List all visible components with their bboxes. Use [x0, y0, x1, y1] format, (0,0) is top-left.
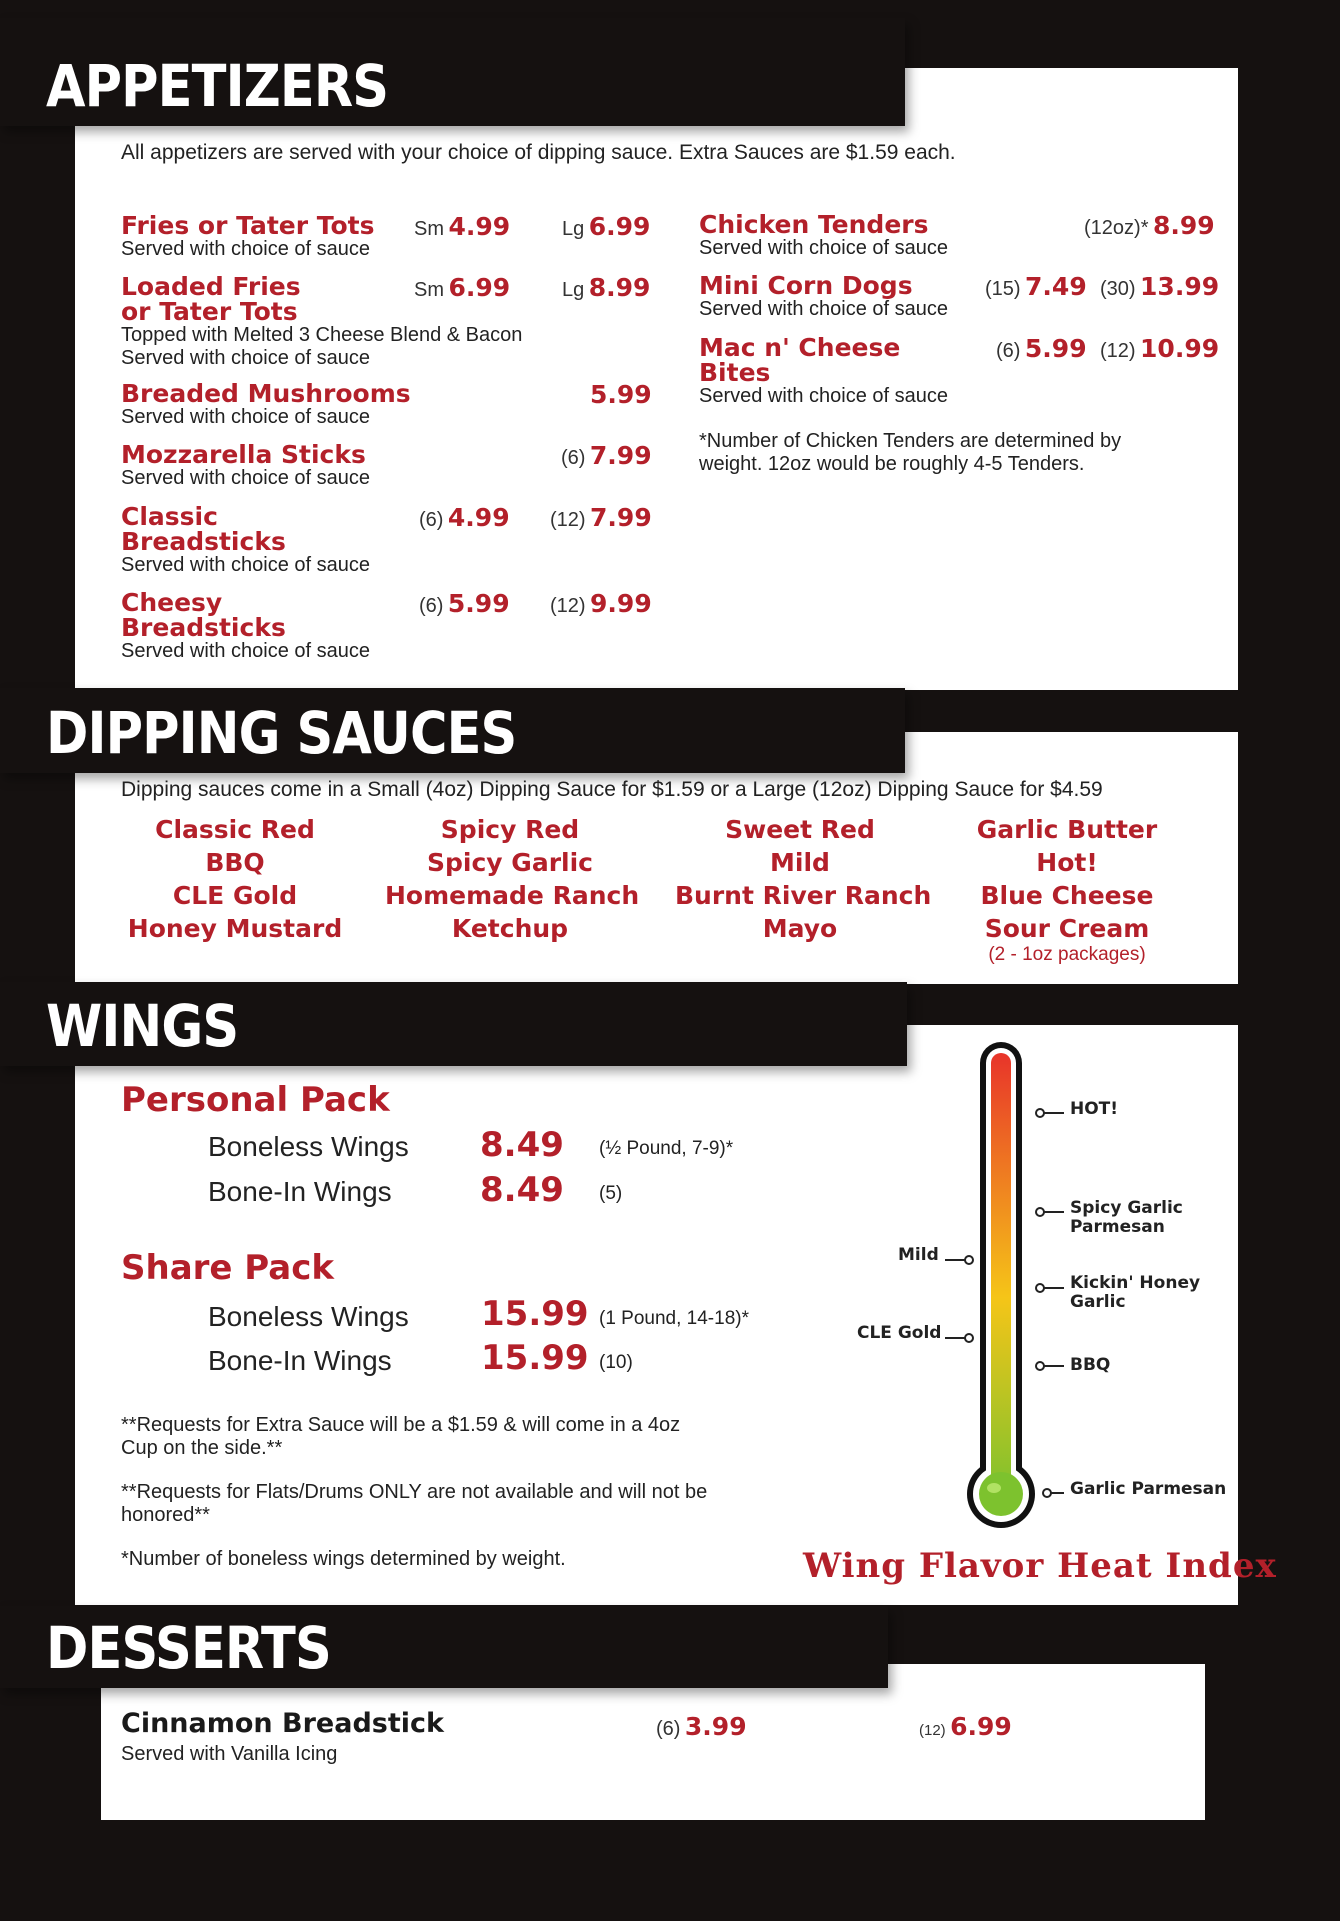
- dessert-name: Cinnamon Breadstick: [121, 1708, 444, 1739]
- price: (6) 7.99: [561, 441, 652, 470]
- wing-item-note: (1 Pound, 14-18)*: [599, 1308, 749, 1329]
- wings-banner: [0, 982, 907, 1066]
- heat-label-spicy-garlic-parmesan: Spicy Garlic Parmesan: [1070, 1198, 1183, 1237]
- heat-label-hot: HOT!: [1070, 1099, 1119, 1119]
- heat-label-garlic-parmesan: Garlic Parmesan: [1070, 1479, 1227, 1499]
- wing-item-price: 8.49: [480, 1170, 564, 1210]
- wing-item-price: 15.99: [481, 1294, 589, 1334]
- sauces-banner: [0, 688, 905, 773]
- wings-note-boneless: *Number of boneless wings determined by weight.: [121, 1548, 566, 1570]
- heat-label-mild: Mild: [898, 1245, 939, 1265]
- dessert-price-large: (12) 6.99: [919, 1712, 1012, 1741]
- wings-title: WINGS: [46, 992, 239, 1060]
- sauce-column-3: [675, 813, 932, 945]
- item-name: Bites: [699, 358, 771, 387]
- price-small: (6) 5.99: [996, 334, 1087, 363]
- sauce-item: Spicy Garlic: [427, 848, 593, 877]
- price-small: Sm 6.99: [414, 273, 511, 302]
- heat-label-bbq: BBQ: [1070, 1355, 1111, 1375]
- item-name: Loaded Fries: [121, 272, 301, 301]
- sauce-item: Hot!: [1036, 848, 1098, 877]
- item-desc: Served with choice of sauce: [699, 298, 949, 320]
- item-name: Breadsticks: [121, 527, 286, 556]
- dessert-desc: Served with Vanilla Icing: [121, 1743, 338, 1765]
- appetizers-banner: [0, 18, 905, 126]
- share-pack-title: Share Pack: [121, 1248, 335, 1288]
- item-desc: Served with choice of sauce: [121, 406, 371, 428]
- sauce-column-1: [125, 813, 345, 945]
- heat-label-cle-gold: CLE Gold: [857, 1323, 942, 1343]
- item-desc: Served with choice of sauce: [121, 467, 371, 489]
- sauces-intro: Dipping sauces come in a Small (4oz) Dipping Sauce for $1.59 or a Large (12oz) Dipping Sauce for $4.59: [121, 778, 1103, 801]
- item-desc: Served with choice of sauce: [121, 554, 371, 576]
- item-desc: Topped with Melted 3 Cheese Blend & Bacon: [121, 324, 523, 346]
- price-small: Sm 4.99: [414, 212, 511, 241]
- item-name: Mini Corn Dogs: [699, 271, 913, 300]
- personal-pack-title: Personal Pack: [121, 1080, 390, 1120]
- price-large: (30) 13.99: [1100, 272, 1220, 301]
- item-name: Mozzarella Sticks: [121, 440, 366, 469]
- wing-item-note: (5): [599, 1183, 623, 1204]
- sour-cream-note: (2 - 1oz packages): [988, 944, 1146, 965]
- heat-label-kickin-honey-garlic: Kickin' Honey Garlic: [1070, 1273, 1201, 1312]
- price-large: Lg 6.99: [562, 212, 651, 241]
- item-desc: Served with choice of sauce: [121, 640, 371, 662]
- wing-item-price: 8.49: [480, 1125, 564, 1165]
- item-name: Breadsticks: [121, 613, 286, 642]
- price: 5.99: [590, 380, 652, 409]
- sauce-item: Homemade Ranch: [385, 881, 640, 910]
- sauce-item: Spicy Red: [440, 815, 580, 844]
- item-desc: Served with choice of sauce: [121, 238, 371, 260]
- sauce-item: Honey Mustard: [127, 914, 343, 943]
- sauce-item: Classic Red: [155, 815, 315, 844]
- price-large: (12) 7.99: [550, 503, 652, 532]
- sauce-item: Blue Cheese: [980, 881, 1154, 910]
- sauces-title: DIPPING SAUCES: [46, 699, 517, 767]
- item-name: or Tater Tots: [121, 297, 298, 326]
- appetizers-title: APPETIZERS: [46, 52, 389, 120]
- tenders-footnote-line2: weight. 12oz would be roughly 4-5 Tenders.: [699, 453, 1085, 475]
- sauce-column-2: [385, 813, 640, 945]
- price-large: (12) 9.99: [550, 589, 652, 618]
- wing-item-note: (½ Pound, 7-9)*: [599, 1138, 734, 1159]
- desserts-title: DESSERTS: [46, 1614, 331, 1682]
- wing-item-name: Boneless Wings: [208, 1301, 409, 1332]
- wing-item-name: Bone-In Wings: [208, 1176, 392, 1207]
- heat-index-title: Wing Flavor Heat Index: [803, 1546, 1277, 1586]
- wing-item-name: Bone-In Wings: [208, 1345, 392, 1376]
- item-desc: Served with choice of sauce: [121, 347, 371, 369]
- item-desc: Served with choice of sauce: [699, 385, 949, 407]
- sauce-item: Sweet Red: [725, 815, 875, 844]
- sauce-item: Mild: [770, 848, 830, 877]
- sauce-item: Burnt River Ranch: [675, 881, 932, 910]
- wing-item-price: 15.99: [481, 1338, 589, 1378]
- wing-item-name: Boneless Wings: [208, 1131, 409, 1162]
- price-large: (12) 10.99: [1100, 334, 1220, 363]
- desserts-banner: [0, 1606, 888, 1688]
- item-name: Chicken Tenders: [699, 210, 929, 239]
- sauce-item: CLE Gold: [172, 881, 298, 910]
- item-name: Fries or Tater Tots: [121, 211, 375, 240]
- item-name: Cheesy: [121, 588, 223, 617]
- sauce-item: Mayo: [762, 914, 838, 943]
- sauce-column-4: [962, 813, 1172, 965]
- sauce-item: Sour Cream: [984, 914, 1150, 943]
- item-name: Mac n' Cheese: [699, 333, 901, 362]
- sauce-item: Garlic Butter: [976, 815, 1158, 844]
- wings-note-flats-drums: **Requests for Flats/Drums ONLY are not available and will not be honored**: [121, 1481, 708, 1526]
- tenders-footnote-line1: *Number of Chicken Tenders are determined by: [699, 430, 1122, 452]
- wings-note-extra-sauce: **Requests for Extra Sauce will be a $1.59 & will come in a 4oz Cup on the side.**: [121, 1414, 681, 1459]
- item-name: Classic: [121, 502, 218, 531]
- price: (12oz)* 8.99: [1084, 211, 1215, 240]
- price-small: (6) 4.99: [419, 503, 510, 532]
- sauce-item: Ketchup: [451, 914, 569, 943]
- item-name: Breaded Mushrooms: [121, 379, 411, 408]
- appetizers-intro: All appetizers are served with your choice of dipping sauce. Extra Sauces are $1.59 each.: [121, 141, 956, 164]
- item-desc: Served with choice of sauce: [699, 237, 949, 259]
- wing-item-note: (10): [599, 1352, 633, 1373]
- sauce-item: BBQ: [205, 848, 265, 877]
- price-small: (15) 7.49: [985, 272, 1087, 301]
- price-large: Lg 8.99: [562, 273, 651, 302]
- price-small: (6) 5.99: [419, 589, 510, 618]
- dessert-price-small: (6) 3.99: [656, 1712, 747, 1741]
